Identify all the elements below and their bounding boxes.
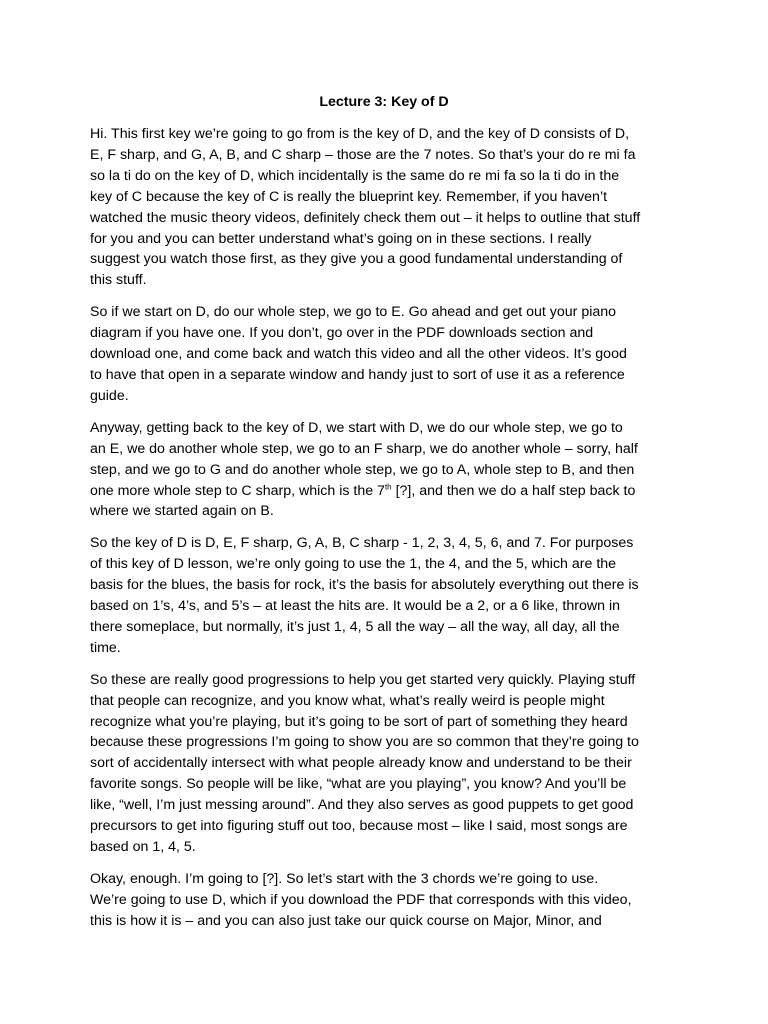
paragraph: [90, 533, 684, 658]
text-line: download one, and come back and watch this video and all the other videos. It’s good: [90, 346, 627, 363]
text-line: Hi. This first key we’re going to go from is the key of D, and the key of D consists of D,: [90, 126, 630, 142]
text-line: So if we start on D, do our whole step, we go to E. Go ahead and get out your piano: [90, 304, 617, 321]
text-line: time.: [90, 639, 121, 656]
paragraph: [90, 302, 684, 407]
text-line: So the key of D is D, E, F sharp, G, A, B, C sharp - 1, 2, 3, 4, 5, 6, and 7. For purposes: [90, 535, 634, 552]
text-line: where we started again on B.: [90, 503, 274, 520]
text-line: this stuff.: [90, 272, 147, 289]
superscript: th: [384, 481, 392, 491]
text-line: based on 1’s, 4’s, and 5’s – at least the hits are. It would be a 2, or a 6 like, thrown in: [90, 598, 620, 615]
paragraph: [90, 418, 684, 523]
text-line: Okay, enough. I’m going to [?]. So let’s start with the 3 chords we’re going to use.: [90, 870, 599, 887]
text-line: Anyway, getting back to the key of D, we start with D, we do our whole step, we go to: [90, 419, 623, 436]
text-segment: [?], and then we do a half step back to: [391, 482, 636, 499]
text-line: based on 1, 4, 5.: [90, 839, 196, 855]
text-line: like, “well, I’m just messing around”. And they also serves as good puppets to get good: [90, 797, 634, 814]
text-line: We’re going to use D, which if you download the PDF that corresponds with this video,: [90, 891, 632, 908]
text-line: because these progressions I’m going to show you are so common that they’re going to: [90, 734, 639, 751]
text-line: E, F sharp, and G, A, B, and C sharp – those are the 7 notes. So that’s your do re mi fa: [90, 146, 636, 163]
page-title: Lecture 3: Key of D: [319, 94, 449, 110]
text-segment: one more whole step to C sharp, which is the 7: [90, 482, 385, 499]
text-line: guide.: [90, 387, 129, 404]
text-line: there someplace, but normally, it’s just 1, 4, 5 all the way – all the way, all day, all the: [90, 618, 620, 635]
text-line: step, and we go to G and do another whole step, we go to A, whole step to B, and then: [90, 461, 635, 478]
text-line: for you and you can better understand what’s going on in these sections. I really: [90, 230, 592, 247]
text-line: of this key of D lesson, we’re only going to use the 1, the 4, and the 5, which are the: [90, 556, 617, 573]
text-line: [90, 481, 684, 502]
text-line: favorite songs. So people will be like, “what are you playing”, you know? And you’ll be: [90, 776, 627, 793]
text-line: so la ti do on the key of D, which incidentally is the same do re mi fa so la ti do in the: [90, 167, 620, 184]
text-line: precursors to get into figuring stuff out too, because most – like I said, most songs are: [90, 818, 628, 835]
text-line: recognize what you’re playing, but it’s going to be sort of part of something they heard: [90, 713, 628, 730]
text-line: an E, we do another whole step, we go to an F sharp, we do another whole – sorry, half: [90, 440, 638, 457]
text-line: basis for the blues, the basis for rock, it’s the basis for absolutely everything out there is: [90, 577, 639, 594]
paragraph: [90, 869, 684, 932]
text-line: watched the music theory videos, definitely check them out – it helps to outline that stuff: [90, 209, 641, 226]
text-line: sort of accidentally intersect with what people already know and understand to be their: [90, 755, 632, 772]
text-line: key of C because the key of C is really the blueprint key. Remember, if you haven’t: [90, 188, 608, 205]
paragraph: [90, 670, 684, 858]
text-line: So these are really good progressions to help you get started very quickly. Playing stuff: [90, 671, 636, 688]
text-line: suggest you watch those first, as they give you a good fundamental understanding of: [90, 251, 623, 268]
paragraph: [90, 124, 684, 291]
text-line: this is how it is – and you can also just take our quick course on Major, Minor, and: [90, 912, 602, 929]
text-line: diagram if you have one. If you don’t, go over in the PDF downloads section and: [90, 325, 594, 342]
text-line: that people can recognize, and you know what, what’s really weird is people might: [90, 692, 605, 709]
document-body: [90, 124, 684, 943]
text-line: to have that open in a separate window and handy just to sort of use it as a reference: [90, 366, 625, 383]
